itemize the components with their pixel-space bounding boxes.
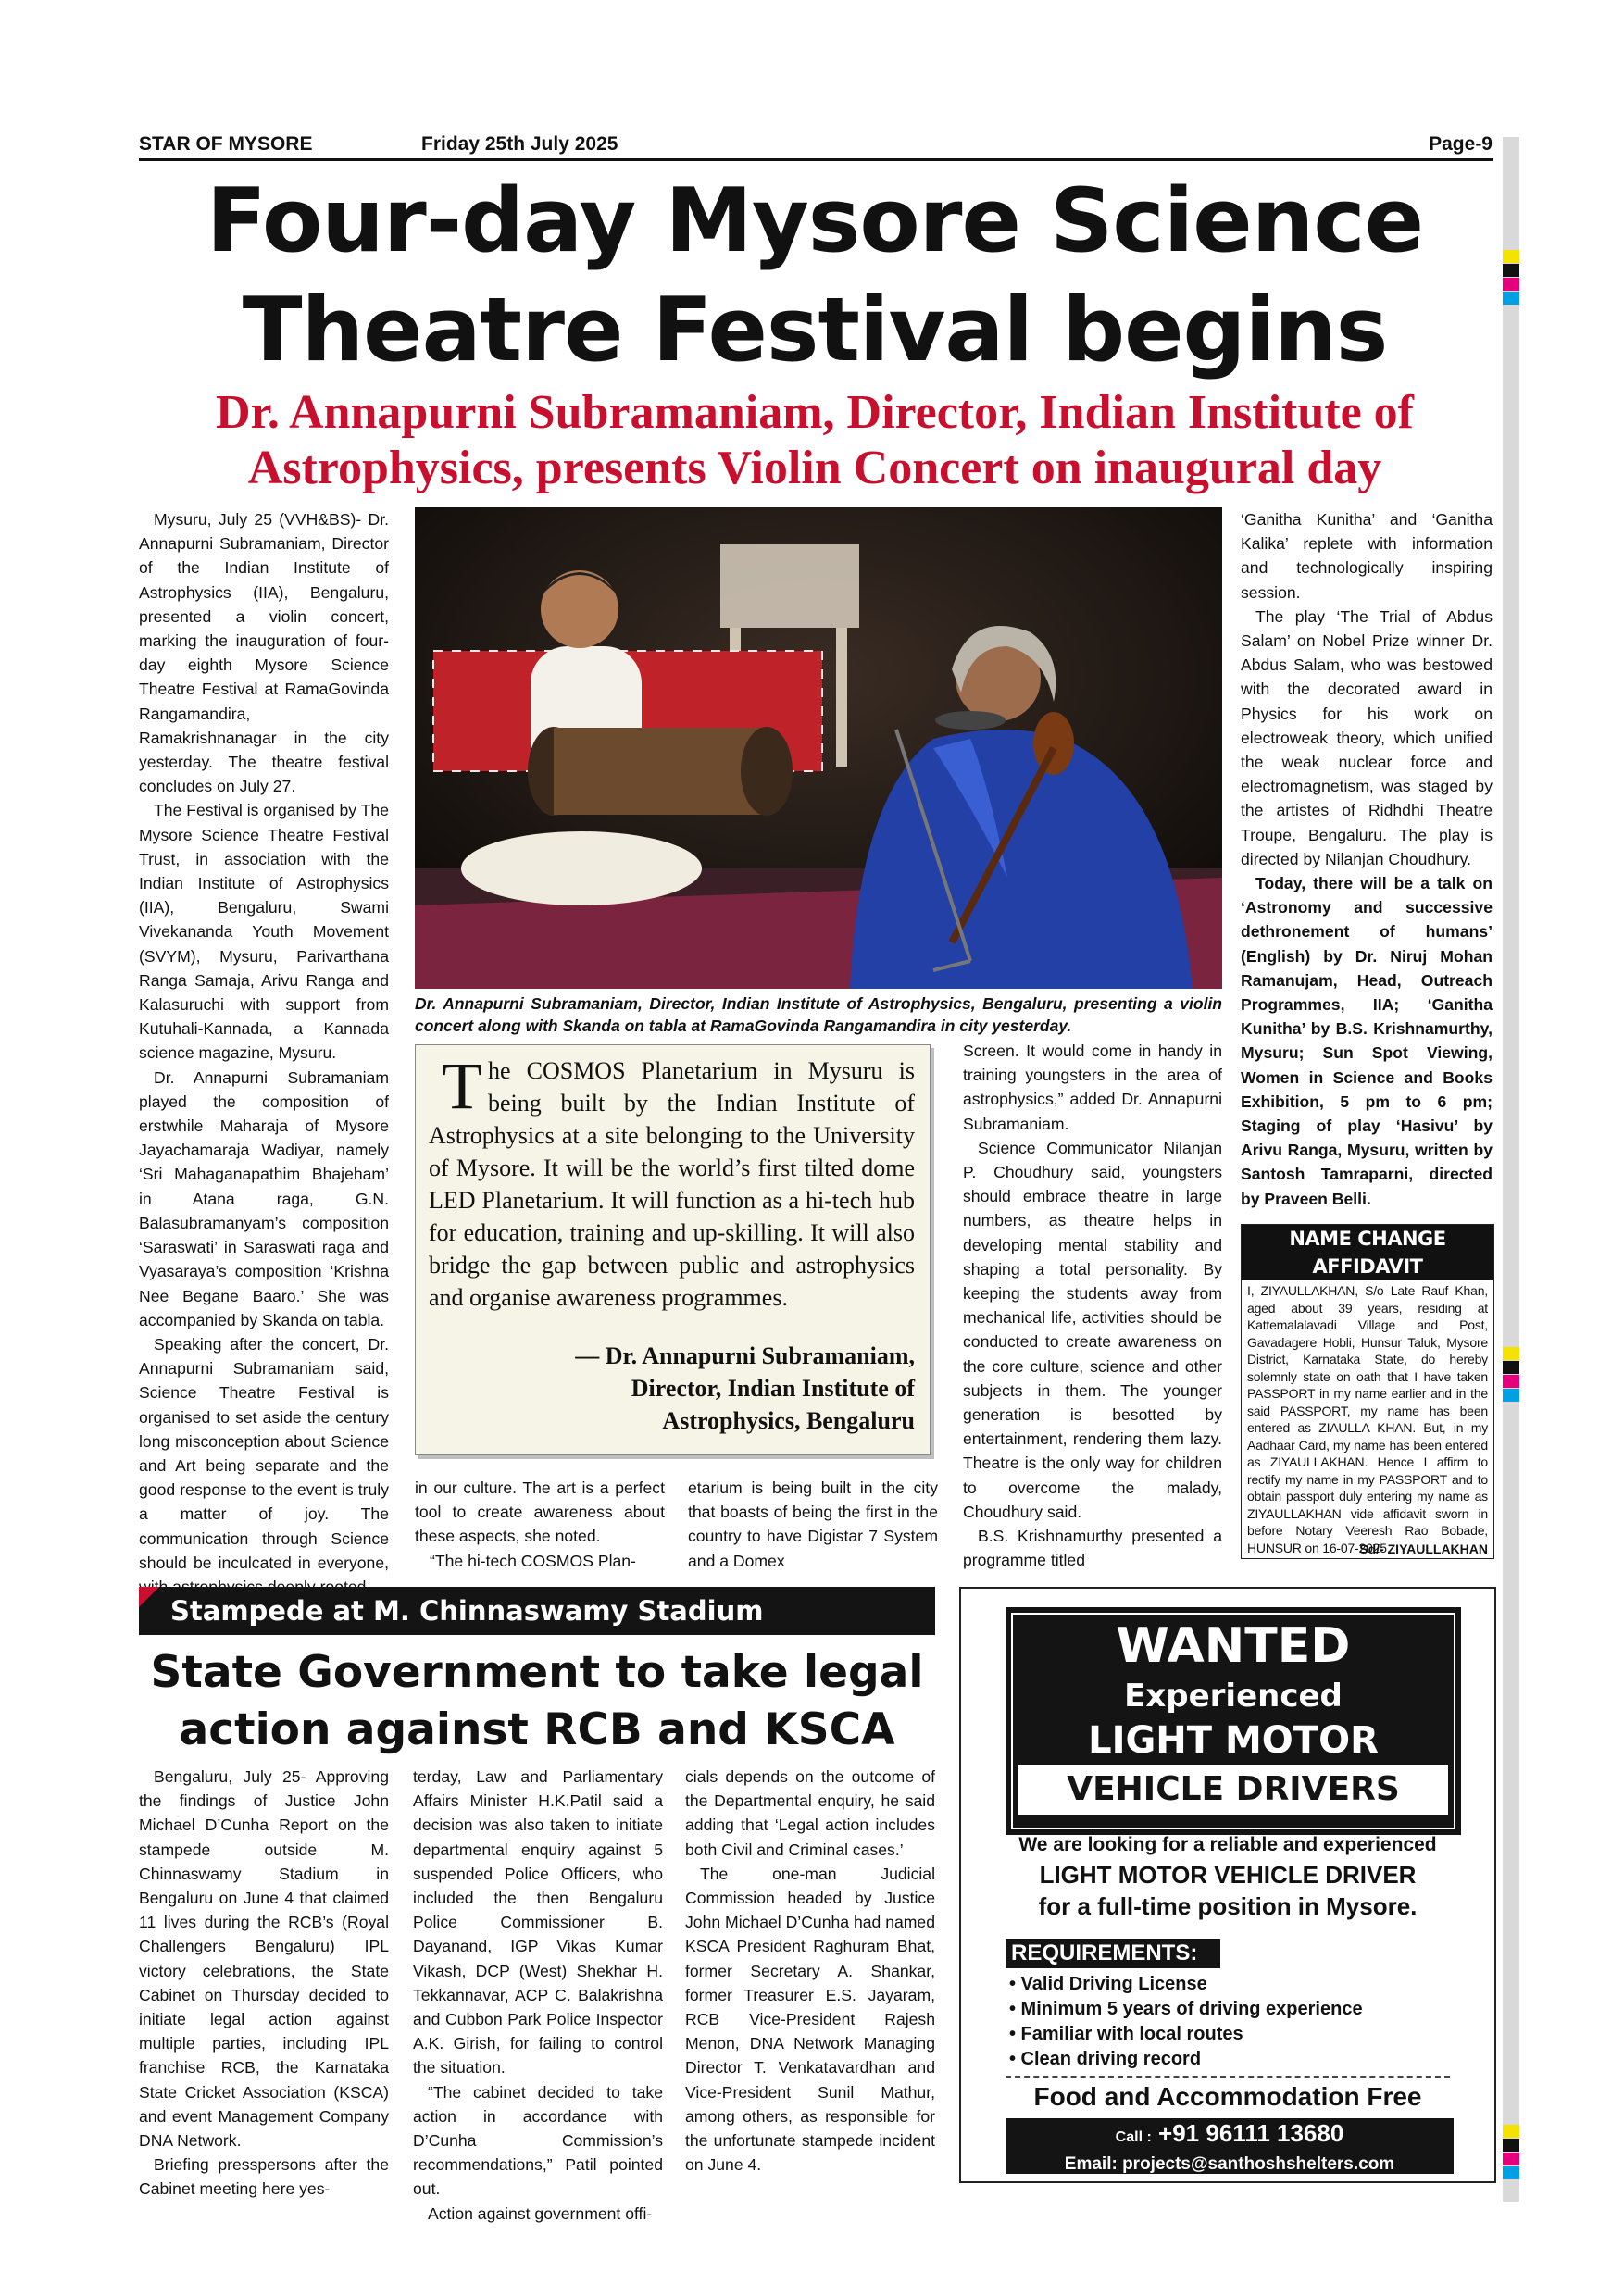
stampede-kicker: Stampede at M. Chinnaswamy Stadium bbox=[170, 1595, 764, 1627]
wanted-line-3: VEHICLE DRIVERS bbox=[1018, 1765, 1448, 1815]
wanted-ad bbox=[959, 1587, 1496, 2183]
affidavit-signature: Sd/- ZIYAULLAKHAN bbox=[1359, 1541, 1488, 1556]
lead-headline-line-2: Theatre Festival begins bbox=[242, 280, 1388, 381]
requirement-item: • Minimum 5 years of driving experience bbox=[1009, 1999, 1363, 2019]
margin-strip bbox=[1503, 137, 1519, 2202]
stampede-column-1 bbox=[139, 1765, 389, 2202]
lead-paragraph: The play ‘The Trial of Abdus Salam’ on Nobel Prize winner Dr. Abdus Salam, who was bestowed with the decorated award in Physics for his work on electroweak theory, which unified the weak nuclear force and electromagnetism, was staged by the artistes of Ridhdhi Theatre Troupe, Bengaluru. The play is directed by Nilanjan Choudhury. bbox=[1241, 606, 1493, 868]
lead-paragraph: Science Communicator Nilanjan P. Choudhury said, youngsters should embrace theatre in large numbers, as theatre helps in developing mental stability and shaping a total personality. By keeping the students away from mechanical life, activities should be conducted to create awareness on the core culture, science and other subjects in them. The younger generation is besotted by entertainment, rendering them lazy. Theatre is the only way for children to overcome the malady, Choudhury said. bbox=[963, 1138, 1222, 1521]
pull-quote-signature bbox=[575, 1340, 915, 1437]
color-bar-magenta bbox=[1503, 2152, 1519, 2165]
color-bar-cyan bbox=[1503, 292, 1519, 305]
phone-number: +91 96111 13680 bbox=[1158, 2119, 1344, 2147]
header-rule bbox=[139, 158, 1493, 161]
stampede-column-2 bbox=[413, 1765, 663, 2226]
wanted-intro-2: LIGHT MOTOR VEHICLE DRIVER bbox=[1039, 1861, 1417, 1889]
stampede-headline-line-2: action against RCB and KSCA bbox=[179, 1704, 895, 1755]
wanted-intro bbox=[961, 1831, 1494, 1922]
ad-divider bbox=[1006, 2076, 1450, 2078]
lead-column-2 bbox=[415, 1476, 665, 1573]
color-bar-black bbox=[1503, 1361, 1519, 1374]
stampede-paragraph: Action against government offi- bbox=[428, 2203, 653, 2223]
stampede-headline-line-1: State Government to take legal bbox=[150, 1647, 924, 1698]
lead-paragraph: B.S. Krishnamurthy presented a programme titled bbox=[963, 1527, 1222, 1570]
requirement-item: • Valid Driving License bbox=[1009, 1974, 1207, 1994]
affidavit-body: I, ZIYAULLAKHAN, S/o Late Rauf Khan, aged about 39 years, residing at Kattemalalavadi Village and Post, Gavadagere Hobli, Hunsur Taluk, Mysore District, Karnataka State, do hereby solemnly state on oath that I have taken PASSPORT in my name earlier and in the said PASSPORT, my name has been entered as ZIAULLA KHAN. But, in my Aadhaar Card, my name has been entered as ZIYAULLAKHAN. Hence I affirm to rectify my name in my PASSPORT and to obtain passport duly entering my name as ZIYAULLAKHAN vide affidavit sworn in before Notary Veeresh Rao Bobade, HUNSUR on 16-07-2025. bbox=[1247, 1283, 1488, 1555]
page-number: Page-9 bbox=[1429, 133, 1493, 155]
lead-headline-line-1: Four-day Mysore Science bbox=[206, 170, 1424, 272]
lead-paragraph-bold: Today, there will be a talk on ‘Astronomy and successive dethronement of humans’ (English) by Dr. Niruj Mohan Ramanujam, Head, Outreach Programmes, IIA; ‘Ganitha Kunitha’ by B.S. Krishnamurthy, Mysuru; Sun Spot Viewing, Women in Science and Books Exhibition, 5 pm to 6 pm; Staging of play ‘Hasivu’ by Arivu Ranga, Mysuru, written by Santosh Tamraparni, directed by Praveen Belli. bbox=[1241, 874, 1493, 1208]
color-bar-magenta bbox=[1503, 1375, 1519, 1388]
affidavit-notice bbox=[1241, 1224, 1494, 1559]
lead-subhead-line-2: Astrophysics, presents Violin Concert on inaugural day bbox=[247, 442, 1382, 494]
color-bar-yellow bbox=[1503, 1347, 1519, 1360]
concert-photo-illustration bbox=[415, 507, 1222, 989]
stampede-paragraph: Bengaluru, July 25- Approving the findings of Justice John Michael D’Cunha Report on the stampede outside M. Chinnaswamy Stadium in Bengaluru on June 4 that claimed 11 lives during the RCB’s (Royal Challengers Bengaluru) IPL victory celebrations, the State Cabinet on Thursday decided to initiate legal action against multiple parties, including IPL franchise RCB, the Karnataka State Cricket Association (KSCA) and event Management Company DNA Network. bbox=[139, 1767, 389, 2151]
lead-paragraph: Screen. It would come in handy in training youngsters in the area of astrophysics,” added Dr. Annapurni Subramaniam. bbox=[963, 1042, 1222, 1133]
color-bar-yellow bbox=[1503, 250, 1519, 263]
stampede-headline bbox=[139, 1644, 935, 1759]
color-bar-magenta bbox=[1503, 278, 1519, 291]
lead-column-4 bbox=[963, 1039, 1222, 1572]
wanted-title: WANTED bbox=[1116, 1618, 1351, 1674]
food-accommodation: Food and Accommodation Free bbox=[1033, 2082, 1422, 2111]
stampede-paragraph: The one-man Judicial Commission headed by Justice John Michael D’Cunha had named KSCA President Raghuram Bhat, former Secretary A. Shankar, former Treasurer E.S. Jayaram, RCB Vice-President Rajesh Menon, DNA Network Managing Director T. Venkatavardhan and Vice-President Sunil Mathur, among others, as responsible for the unfortunate stampede incident on June 4. bbox=[685, 1864, 935, 2175]
pull-quote-body: he COSMOS Planetarium in Mysuru is being built by the Indian Institute of Astrophysics at a site belonging to the University of Mysore. It will be the world’s first tilted dome LED Planetarium. It will function as a hi-tech hub for education, training and up-skilling. It will also bridge the gap between public and astrophysics and organise awareness programmes. bbox=[429, 1057, 915, 1311]
lead-paragraph: The Festival is organised by The Mysore Science Theatre Festival Trust, in association with the Indian Institute of Astrophysics (IIA), Bengaluru, Swami Vivekananda Youth Movement (SVYM), Mysuru, Parivarthana Ranga Samaja, Arivu Ranga and Kalasuruchi with support from Kutuhali-Kannada, a Kannada science magazine, Mysuru. bbox=[139, 801, 389, 1063]
stampede-column-3 bbox=[685, 1765, 935, 2177]
color-bar-cyan bbox=[1503, 1389, 1519, 1402]
lead-subhead-line-1: Dr. Annapurni Subramaniam, Director, Indian Institute of bbox=[216, 386, 1414, 439]
lead-column-5 bbox=[1241, 507, 1493, 1211]
requirement-item: • Familiar with local routes bbox=[1009, 2024, 1243, 2044]
wanted-intro-3: for a full-time position in Mysore. bbox=[1038, 1892, 1418, 1920]
photo-caption: Dr. Annapurni Subramaniam, Director, Indian Institute of Astrophysics, Bengaluru, presenting a violin concert along with Skanda on tabla at RamaGovinda Rangamandira in city yesterday. bbox=[415, 994, 1222, 1035]
wanted-ad-banner bbox=[1006, 1607, 1461, 1835]
stampede-paragraph: terday, Law and Parliamentary Affairs Minister H.K.Patil said a decision was also taken to initiate departmental enquiry against 5 suspended Police Officers, who included the then Bengaluru Police Commissioner B. Dayanand, IGP Vikas Kumar Vikash, DCP (West) Shekhar H. Tekkannavar, ACP C. Balakrishna and Cubbon Park Police Inspector A.K. Girish, for failing to control the situation. bbox=[413, 1767, 663, 2078]
contact-email: Email: projects@santhoshshelters.com bbox=[1064, 2154, 1395, 2174]
color-bar-black bbox=[1503, 264, 1519, 277]
requirements-heading: REQUIREMENTS: bbox=[1006, 1939, 1220, 1968]
stampede-paragraph: “The cabinet decided to take action in accordance with D’Cunha Commission’s recommendations,” Patil pointed out. bbox=[413, 2082, 663, 2199]
contact-bar bbox=[1006, 2118, 1454, 2174]
lead-paragraph: in our culture. The art is a perfect tool to create awareness about these aspects, she noted. bbox=[415, 1479, 665, 1546]
lead-subhead bbox=[130, 385, 1500, 496]
call-label: Call : bbox=[1115, 2129, 1152, 2145]
red-corner-accent bbox=[139, 1587, 159, 1607]
color-bar-yellow bbox=[1503, 2125, 1519, 2138]
lead-paragraph: etarium is being built in the city that boasts of being the first in the country to have Digistar 7 System and a Domex bbox=[688, 1479, 938, 1570]
stampede-paragraph: cials depends on the outcome of the Departmental enquiry, he said adding that ‘Legal action includes both Civil and Criminal cases.’ bbox=[685, 1767, 935, 1859]
requirements-list bbox=[1009, 1972, 1454, 2072]
affidavit-title: NAME CHANGE AFFIDAVIT bbox=[1242, 1225, 1493, 1280]
stampede-paragraph: Briefing presspersons after the Cabinet meeting here yes- bbox=[139, 2155, 389, 2199]
contact-phone-line bbox=[1006, 2118, 1454, 2152]
wanted-intro-1: We are looking for a reliable and experienced bbox=[1018, 1834, 1437, 1855]
pull-quote-text bbox=[429, 1049, 915, 1314]
paper-name: STAR OF MYSORE bbox=[139, 133, 313, 155]
lead-headline bbox=[130, 167, 1500, 385]
lead-paragraph: Dr. Annapurni Subramaniam played the composition of erstwhile Maharaja of Mysore Jayachamaraja Wadiyar, namely ‘Sri Mahaganapathim Bhajeham’ in Atana raga, G.N. Balasubramanyam’s composition ‘Saraswati’ in Saraswati raga and Vyasaraya’s composition ‘Krishna Nee Begane Baaro.’ She was accompanied by Skanda on tabla. bbox=[139, 1067, 389, 1329]
lead-paragraph: Mysuru, July 25 (VVH&BS)- Dr. Annapurni Subramaniam, Director of the Indian Institute of Astrophysics (IIA), Bengaluru, presented a violin concert, marking the inauguration of four-day eighth Mysore Science Theatre Festival at RamaGovinda Rangamandira, Ramakrishnanagar in the city yesterday. The theatre festival concludes on July 27. bbox=[139, 510, 389, 796]
stampede-kicker-bar bbox=[139, 1587, 935, 1635]
pull-quote-sig-line-3: Astrophysics, Bengaluru bbox=[662, 1407, 915, 1434]
issue-date: Friday 25th July 2025 bbox=[421, 133, 618, 155]
lead-paragraph: “The hi-tech COSMOS Plan- bbox=[430, 1551, 636, 1570]
requirement-item: • Clean driving record bbox=[1009, 2049, 1202, 2069]
lead-column-3 bbox=[688, 1476, 938, 1573]
pull-quote-box bbox=[415, 1044, 931, 1455]
pull-quote-dropcap: T bbox=[442, 1049, 482, 1123]
lead-column-1 bbox=[139, 507, 389, 1599]
concert-photo bbox=[415, 507, 1222, 989]
lead-paragraph: Speaking after the concert, Dr. Annapurni Subramaniam said, Science Theatre Festival is organised to set aside the century long misconception about Science and Art being separate and the good response to the event is truly a matter of joy. The communication through Science should be inculcated in everyone, bbox=[139, 1334, 389, 1572]
color-bar-cyan bbox=[1503, 2166, 1519, 2179]
pull-quote-sig-line-2: Director, Indian Institute of bbox=[631, 1375, 915, 1402]
masthead bbox=[139, 130, 1493, 161]
pull-quote-sig-line-1: — Dr. Annapurni Subramaniam, bbox=[575, 1342, 915, 1369]
lead-paragraph: ‘Ganitha Kunitha’ and ‘Ganitha Kalika’ replete with information and technologically inspiring session. bbox=[1241, 510, 1493, 602]
wanted-line-1: Experienced bbox=[1124, 1678, 1343, 1715]
wanted-line-2: LIGHT MOTOR bbox=[1088, 1719, 1379, 1762]
color-bar-black bbox=[1503, 2139, 1519, 2152]
